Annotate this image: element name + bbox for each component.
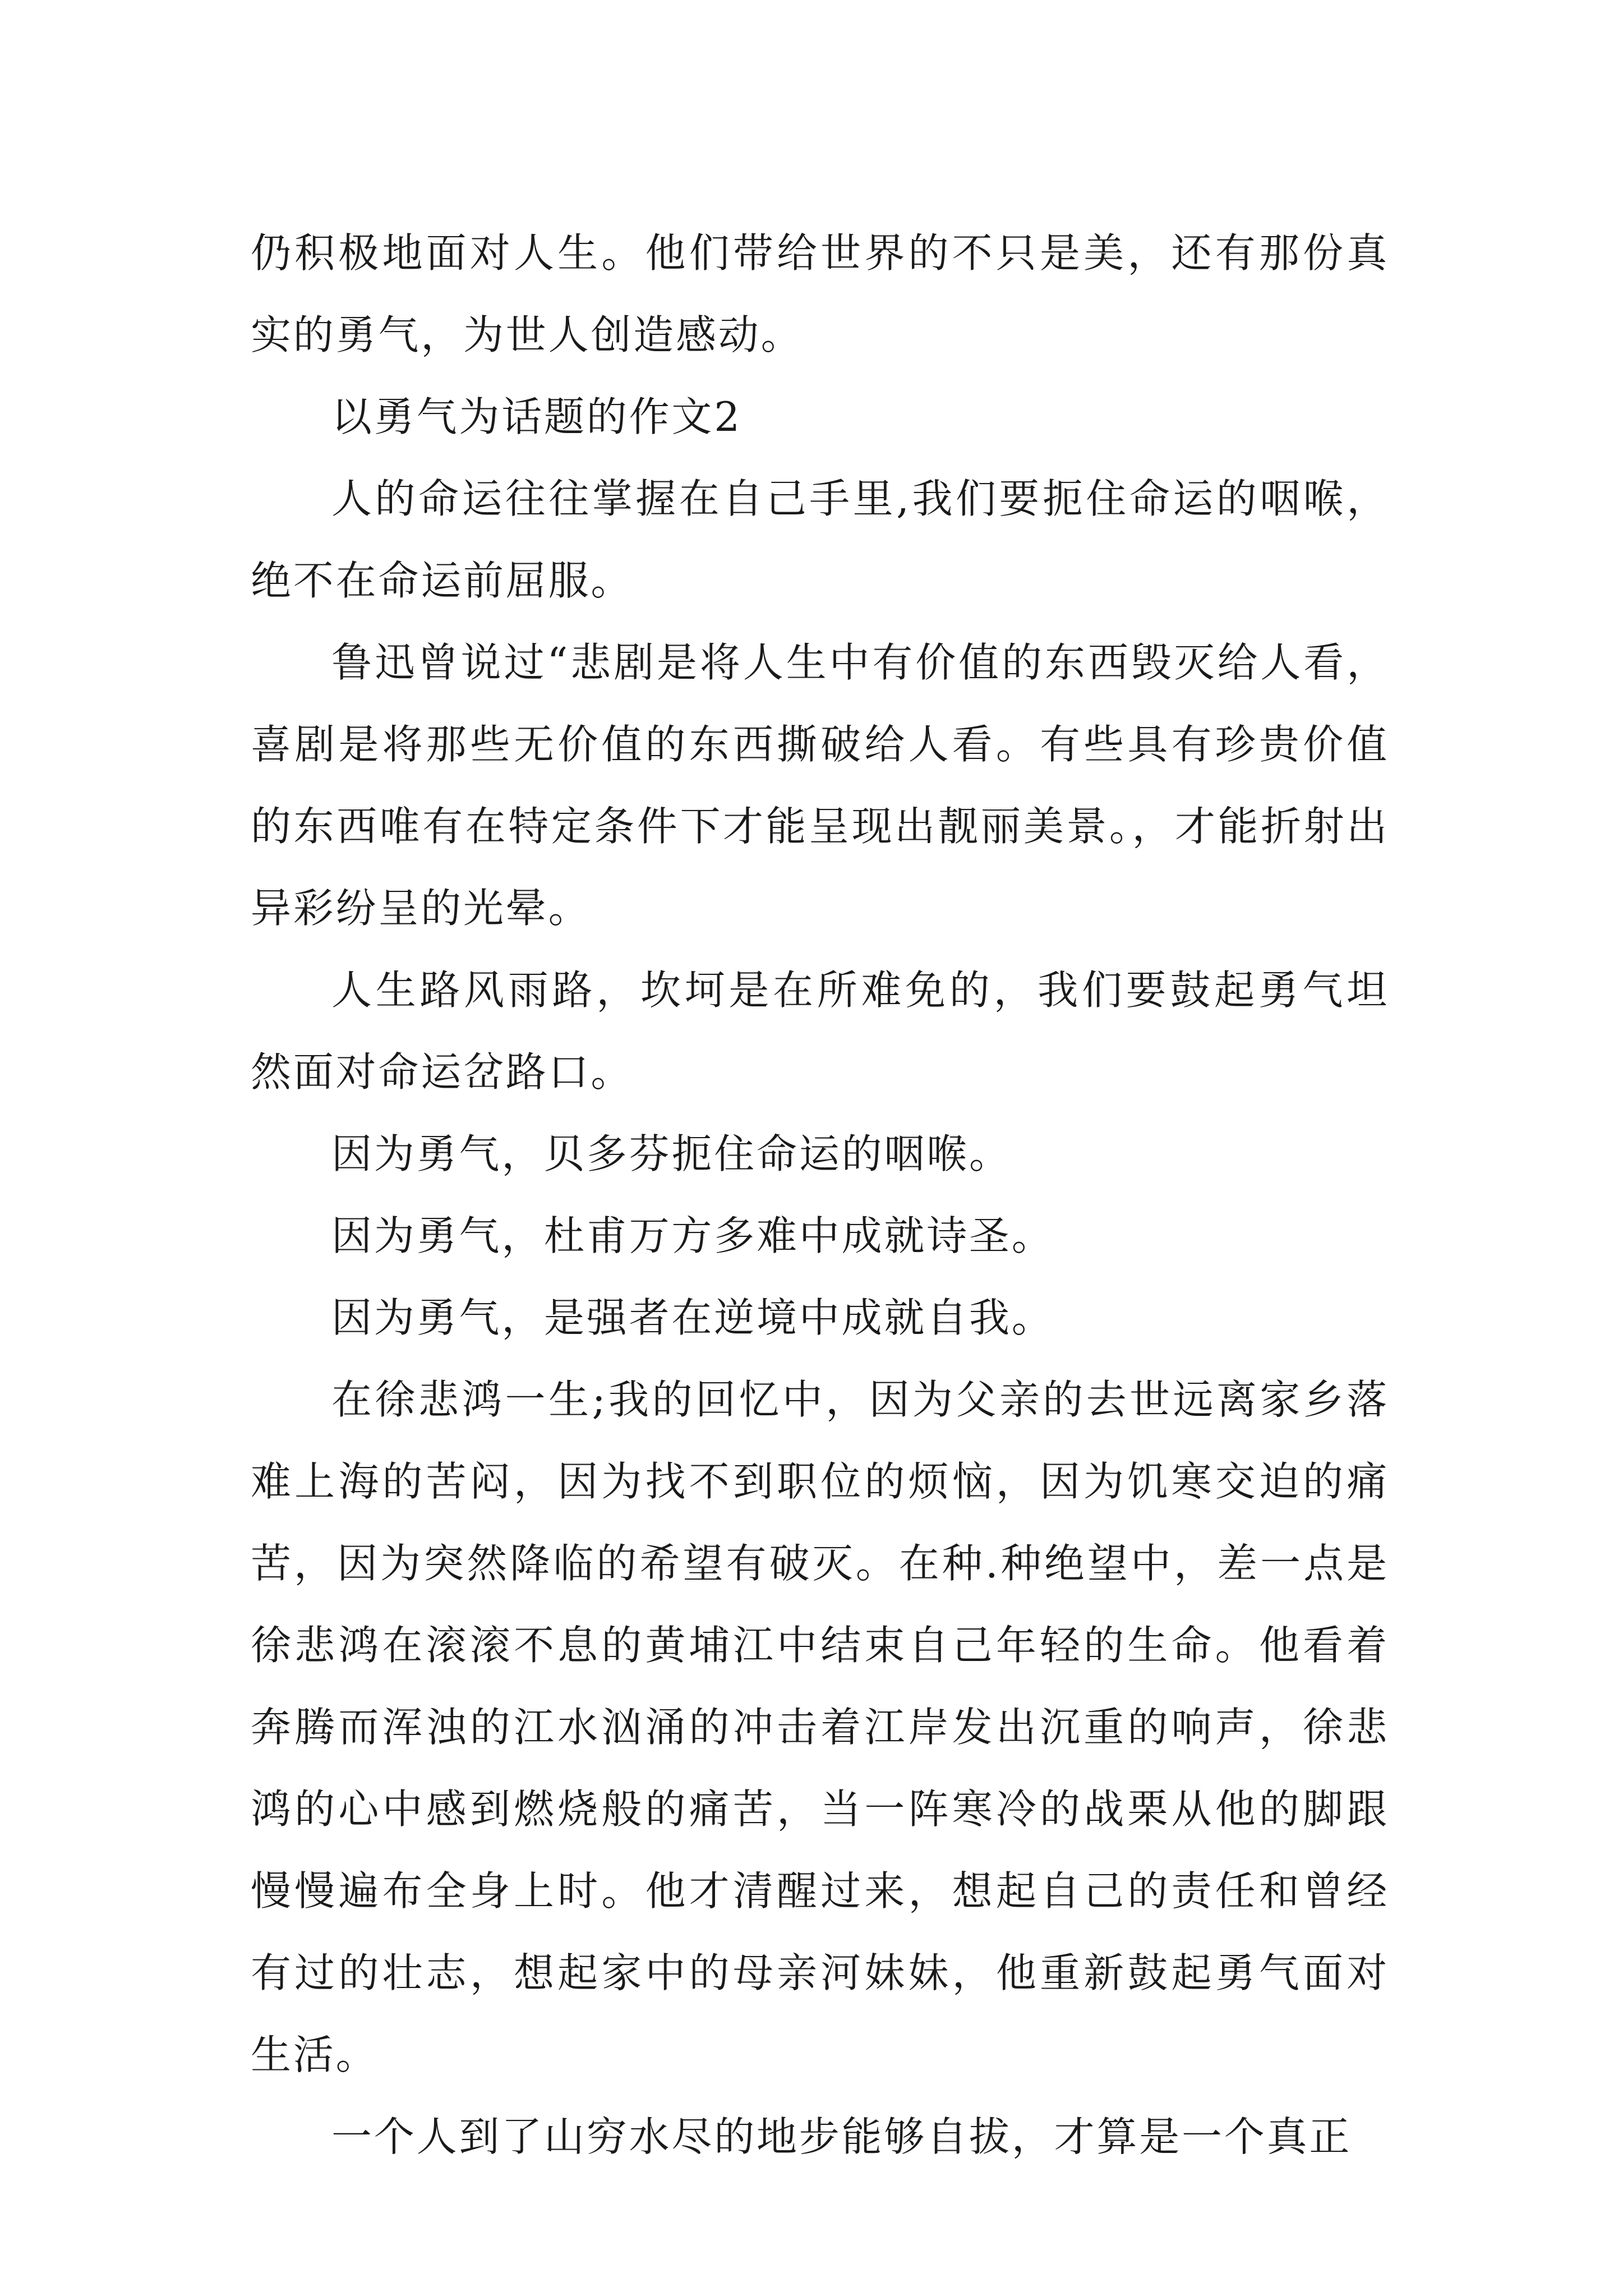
paragraph: 仍积极地面对人生。他们带给世界的不只是美，还有那份真实的勇气，为世人创造感动。 <box>251 229 1389 358</box>
paragraph: 一个人到了山穷水尽的地步能够自拔，才算是一个真正 <box>331 2113 1352 2160</box>
paragraph: 因为勇气，杜甫万方多难中成就诗圣。 <box>331 1212 1054 1259</box>
paragraph: 鲁迅曾说过“悲剧是将人生中有价值的东西毁灭给人看，喜剧是将那些无价值的东西撕破给人看。有些具有珍贵价值的东西唯有在特定条件下才能呈现出靓丽美景。，才能折射出异彩纷呈的光晕。 <box>251 639 1389 932</box>
section-title: 以勇气为话题的作文2 <box>331 393 742 440</box>
paragraph: 因为勇气，是强者在逆境中成就自我。 <box>331 1294 1054 1341</box>
paragraph: 在徐悲鸿一生;我的回忆中，因为父亲的去世远离家乡落难上海的苦闷，因为找不到职位的烦恼，因为饥寒交迫的痛苦，因为突然降临的希望有破灭。在种.种绝望中，差一点是徐悲鸿在滚滚不息的黄埔江中结束自己年轻的生命。他看着奔腾而浑浊的江水汹涌的冲击着江岸发出沉重的响声，徐悲鸿的心中感到燃烧般的痛苦，当一阵寒冷的战栗从他的脚跟慢慢遍布全身上时。他才清醒过来，想起自己的责任和曾经有过的壮志，想起家中的母亲河妹妹，他重新鼓起勇气面对生活。 <box>251 1376 1389 2078</box>
paragraph: 人生路风雨路，坎坷是在所难免的，我们要鼓起勇气坦然面对命运岔路口。 <box>251 967 1389 1096</box>
paragraph: 人的命运往往掌握在自己手里,我们要扼住命运的咽喉，绝不在命运前屈服。 <box>251 475 1389 604</box>
document-body <box>251 212 1389 2178</box>
paragraph: 因为勇气，贝多芬扼住命运的咽喉。 <box>331 1130 1012 1177</box>
